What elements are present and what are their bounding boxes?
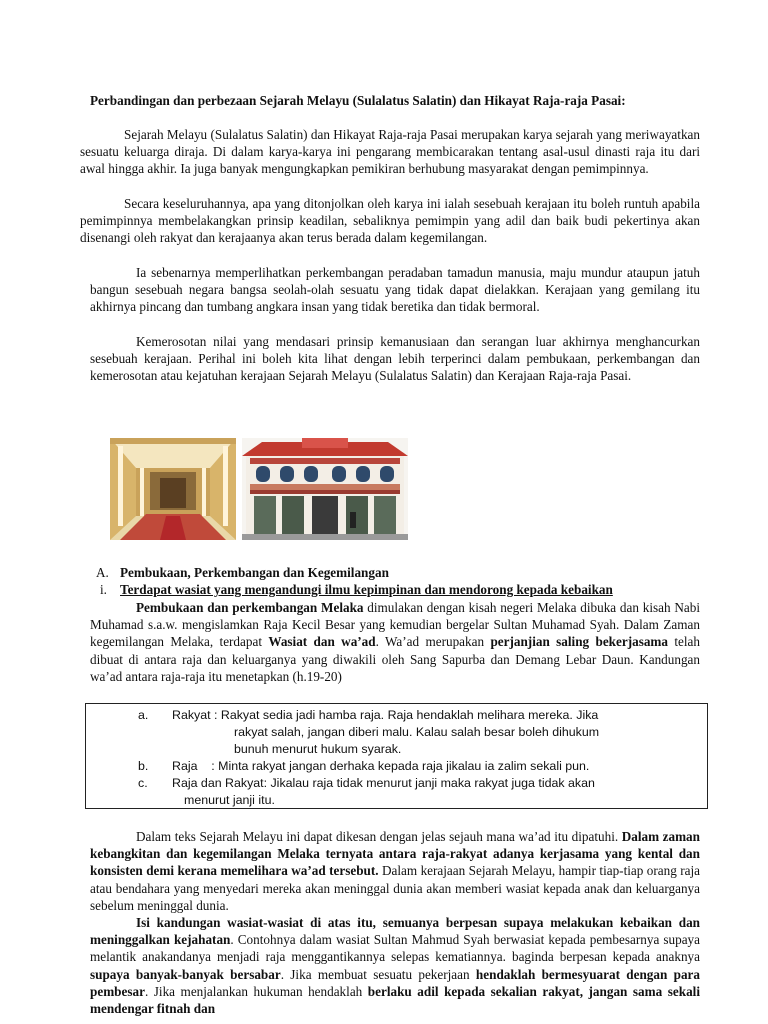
intro-paragraph-4: Kemerosotan nilai yang mendasari prinsip kemanusiaan dan serangan luar akhirnya menghancurkan sesebuah kerajaan. Perihal ini boleh kita lihat dengan lebih terperinci dalam pembukaan, perkembangan dan kemerosotan atau kejatuhan kerajaan Sejarah Melayu (Sulalatus Salatin) dan Kerajaan Raja-raja Pasai.: [90, 334, 700, 384]
section-a-heading: A. Pembukaan, Perkembangan dan Kegemilangan: [96, 565, 389, 580]
section-i-heading: i. Terdapat wasiat yang mengandungi ilmu kepimpinan dan mendorong kepada kebaikan: [100, 582, 613, 597]
waad-content-box: a. Rakyat : Rakyat sedia jadi hamba raja. Raja hendaklah melihara mereka. Jika rakyat salah, jangan diberi malu. Kalau salah besar boleh dihukum bunuh menurut hukum syarak. b. Raja : Minta rakyat jangan derhaka kepada raja jikalau ia zalim sekali pun. c. Raja dan Rakyat: Jikalau raja tidak menurut janji maka rakyat juga tidak akan menurut janji itu.: [85, 703, 708, 809]
intro-paragraph-1: Sejarah Melayu (Sulalatus Salatin) dan Hikayat Raja-raja Pasai merupakan karya sejarah yang meriwayatkan sesuatu keluarga diraja. Di dalam karya-karya ini pengarang membicarakan tentang asal-usul dinasti raja itu dari awal hingga akhir. Ia juga banyak mengungkapkan pemikiran berhubung masyarakat dengan pemimpinnya.: [80, 127, 700, 177]
isi-wasiat-paragraph: Isi kandungan wasiat-wasiat di atas itu, semuanya berpesan supaya melakukan kebaikan dan meninggalkan kejahatan. Contohnya dalam wasiat Sultan Mahmud Syah berwasiat kepada pembesarnya supaya melantik anakandanya menjadi raja menggantikannya selepas kematiannya. baginda berpesan kepada anaknya supaya banyak-banyak bersabar. Jika membuat sesuatu pekerjaan hendaklah bermesyuarat dengan para pembesar. Jika menjalankan hukuman hendaklah berlaku adil kepada sekalian rakyat, jangan sama sekali mendengar fitnah dan: [90, 915, 700, 1017]
wasiat-paragraph: Pembukaan dan perkembangan Melaka dimulakan dengan kisah negeri Melaka dibuka dan kisah Nabi Muhamad s.a.w. mengislamkan Raja Kecil Besar yang kemudian bergelar Sultan Muhamad Syah. Dalam Zaman kegemilangan Melaka, terdapat Wasiat dan wa’ad. Wa’ad merupakan perjanjian saling bekerjasama telah dibuat di antara raja dan keluarganya yang diwakili oleh Sang Sapurba dan Demang Lebar Daun. Kandungan wa’ad antara raja-raja itu menetapkan (h.19-20): [90, 600, 701, 684]
document-title: Perbandingan dan perbezaan Sejarah Melayu (Sulalatus Salatin) dan Hikayat Raja-raja Pasai:: [90, 93, 626, 108]
intro-paragraph-3: Ia sebenarnya memperlihatkan perkembangan peradaban tamadun manusia, maju mundur ataupun jatuh bangun sesebuah negara bangsa seolah-olah sesuatu yang tidak dapat dielakkan. Kerajaan yang gemilang itu akhirnya pincang dan tumbang angkara insan yang tidak beretika dan tidak bermoral.: [90, 265, 700, 315]
intro-paragraph-2: Secara keseluruhannya, apa yang ditonjolkan oleh karya ini ialah sesebuah kerajaan itu boleh runtuh apabila pemimpinnya membelakangkan prinsip keadilan, sebaliknya pemimpin yang adil dan baik budi pekertinya akan disenangi oleh rakyat dan kerajaanya akan terus berada dalam kegemilangan.: [80, 196, 700, 246]
palace-interior-photo: [110, 438, 236, 540]
kebangkitan-paragraph: Dalam teks Sejarah Melayu ini dapat dikesan dengan jelas sejauh mana wa’ad itu dipatuhi. Dalam zaman kebangkitan dan kegemilangan Melaka ternyata antara raja-rakyat adanya kerjasama yang kental dan konsisten demi kerana memelihara wa’ad tersebut. Dalam kerajaan Sejarah Melayu, hampir tiap-tiap orang raja atau bendahara yang menyedari mereka akan meninggal dunia akan memberi wasiat kepada anak dan keluarganya sebelum meninggal dunia.: [90, 829, 700, 913]
palace-facade-photo: [242, 438, 408, 540]
